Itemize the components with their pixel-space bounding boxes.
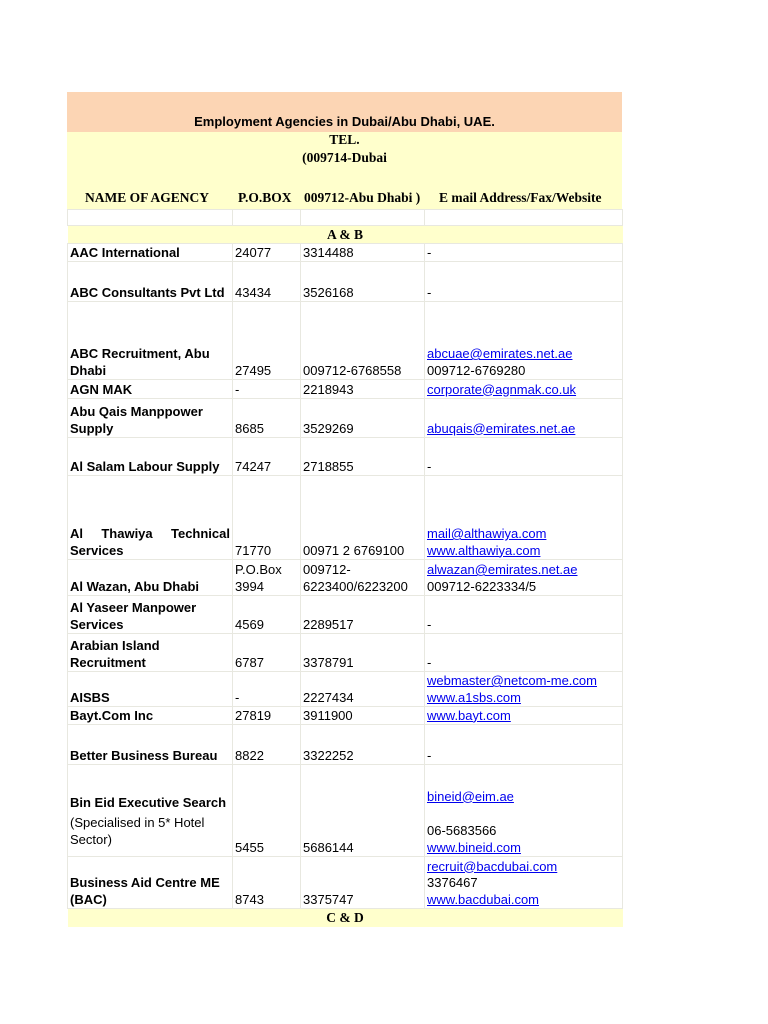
agency-pobox: 4569 — [233, 596, 301, 634]
section-label-cd: C & D — [68, 909, 623, 927]
header-contact: E mail Address/Fax/Website — [439, 190, 602, 205]
section-row — [68, 909, 623, 927]
agency-pobox: P.O.Box 3994 — [233, 560, 301, 596]
email-link[interactable]: webmaster@netcom-me.com — [427, 673, 597, 688]
agency-tel: 2218943 — [301, 380, 425, 399]
agency-pobox: 27819 — [233, 707, 301, 725]
website-link[interactable]: www.bacdubai.com — [427, 891, 539, 907]
table-row — [68, 725, 623, 765]
agency-pobox: 6787 — [233, 634, 301, 672]
section-label-ab: A & B — [68, 226, 623, 244]
website-link[interactable]: www.a1sbs.com — [427, 689, 521, 705]
agency-contact — [425, 380, 623, 399]
table-row — [68, 244, 623, 262]
table-row — [68, 438, 623, 476]
agency-contact — [425, 707, 623, 725]
agency-note: (Specialised in 5* Hotel Sector) — [70, 815, 205, 847]
page-title: Employment Agencies in Dubai/Abu Dhabi, UAE. — [67, 92, 622, 132]
agency-tel: 3911900 — [301, 707, 425, 725]
agency-tel: 3314488 — [301, 244, 425, 262]
agency-name: AGN MAK — [68, 380, 233, 399]
agency-name-justified: Al Thawiya Technical Services — [70, 526, 230, 558]
agency-pobox: 8822 — [233, 725, 301, 765]
agency-name: AAC International — [68, 244, 233, 262]
agency-name: Al Wazan, Abu Dhabi — [68, 560, 233, 596]
tel-label: TEL. — [329, 132, 360, 147]
agency-name-text: Bin Eid Executive Search — [70, 794, 227, 810]
agency-name — [68, 476, 233, 560]
table-row — [68, 560, 623, 596]
email-link[interactable]: recruit@bacdubai.com — [427, 858, 558, 874]
agency-pobox: 8685 — [233, 399, 301, 438]
agency-contact — [425, 399, 623, 438]
agency-name: ABC Consultants Pvt Ltd — [68, 262, 233, 302]
agency-tel: 2718855 — [301, 438, 425, 476]
table-row — [68, 262, 623, 302]
email-link[interactable]: bineid@eim.ae — [427, 788, 514, 804]
agency-tel: 3375747 — [301, 857, 425, 909]
agency-tel: 3529269 — [301, 399, 425, 438]
agency-contact: - — [425, 438, 623, 476]
agency-name: Al Salam Labour Supply — [68, 438, 233, 476]
email-link[interactable]: abcuae@emirates.net.ae — [427, 346, 573, 361]
table-row — [68, 672, 623, 707]
agency-contact — [425, 672, 623, 707]
table-row — [68, 380, 623, 399]
email-link[interactable]: corporate@agnmak.co.uk — [427, 381, 577, 397]
agency-name: AISBS — [68, 672, 233, 707]
email-link[interactable]: mail@althawiya.com — [427, 526, 547, 541]
website-link[interactable]: www.althawiya.com — [427, 542, 541, 558]
agency-name: Arabian Island Recruitment — [68, 634, 233, 672]
dubai-code-label: (009714-Dubai — [302, 150, 387, 165]
table-row — [68, 302, 623, 380]
table-row — [68, 634, 623, 672]
agency-tel: 3378791 — [301, 634, 425, 672]
table-row — [68, 857, 623, 909]
agency-tel: 2227434 — [301, 672, 425, 707]
agency-name: Abu Qais Manppower Supply — [68, 399, 233, 438]
agency-table — [67, 209, 623, 927]
fax-number: 3376467 — [427, 875, 478, 890]
agency-contact: - — [425, 262, 623, 302]
agency-tel: 3322252 — [301, 725, 425, 765]
fax-number: 009712-6223334/5 — [427, 578, 537, 594]
agency-name: Business Aid Centre ME (BAC) — [68, 857, 233, 909]
agency-tel: 5686144 — [301, 765, 425, 857]
email-link[interactable]: alwazan@emirates.net.ae — [427, 562, 578, 577]
agency-pobox: 24077 — [233, 244, 301, 262]
agency-name: Better Business Bureau — [68, 725, 233, 765]
agency-pobox: 27495 — [233, 302, 301, 380]
agency-pobox: 8743 — [233, 857, 301, 909]
website-link[interactable]: www.bayt.com — [427, 707, 511, 723]
email-link[interactable]: abuqais@emirates.net.ae — [427, 420, 576, 436]
header-pobox: P.O.BOX — [238, 190, 292, 205]
table-row — [68, 476, 623, 560]
agency-tel: 009712-6768558 — [301, 302, 425, 380]
agency-sheet — [67, 92, 622, 927]
agency-pobox: - — [233, 380, 301, 399]
agency-contact — [425, 560, 623, 596]
table-row — [68, 765, 623, 857]
agency-contact — [425, 302, 623, 380]
table-row — [68, 399, 623, 438]
column-header-band — [67, 132, 622, 209]
agency-contact: - — [425, 634, 623, 672]
fax-number: 009712-6769280 — [427, 362, 526, 378]
agency-pobox: - — [233, 672, 301, 707]
agency-name — [68, 765, 233, 857]
agency-tel: 2289517 — [301, 596, 425, 634]
table-row — [68, 596, 623, 634]
agency-tel: 00971 2 6769100 — [301, 476, 425, 560]
agency-contact — [425, 476, 623, 560]
agency-contact — [425, 857, 623, 909]
section-row — [68, 226, 623, 244]
agency-pobox: 74247 — [233, 438, 301, 476]
fax-number: 06-5683566 — [427, 823, 497, 838]
agency-contact — [425, 765, 623, 857]
agency-contact: - — [425, 725, 623, 765]
blank-row — [68, 210, 623, 226]
agency-name: Bayt.Com Inc — [68, 707, 233, 725]
header-name: NAME OF AGENCY — [85, 190, 209, 205]
agency-tel: 009712-6223400/6223200 — [301, 560, 425, 596]
agency-pobox: 5455 — [233, 765, 301, 857]
agency-name: ABC Recruitment, Abu Dhabi — [68, 302, 233, 380]
header-abu-dhabi-tel: 009712-Abu Dhabi ) — [304, 190, 421, 205]
table-row — [68, 707, 623, 725]
agency-name: Al Yaseer Manpower Services — [68, 596, 233, 634]
agency-pobox: 71770 — [233, 476, 301, 560]
agency-contact: - — [425, 596, 623, 634]
agency-pobox: 43434 — [233, 262, 301, 302]
agency-tel: 3526168 — [301, 262, 425, 302]
website-link[interactable]: www.bineid.com — [427, 839, 521, 855]
agency-contact: - — [425, 244, 623, 262]
